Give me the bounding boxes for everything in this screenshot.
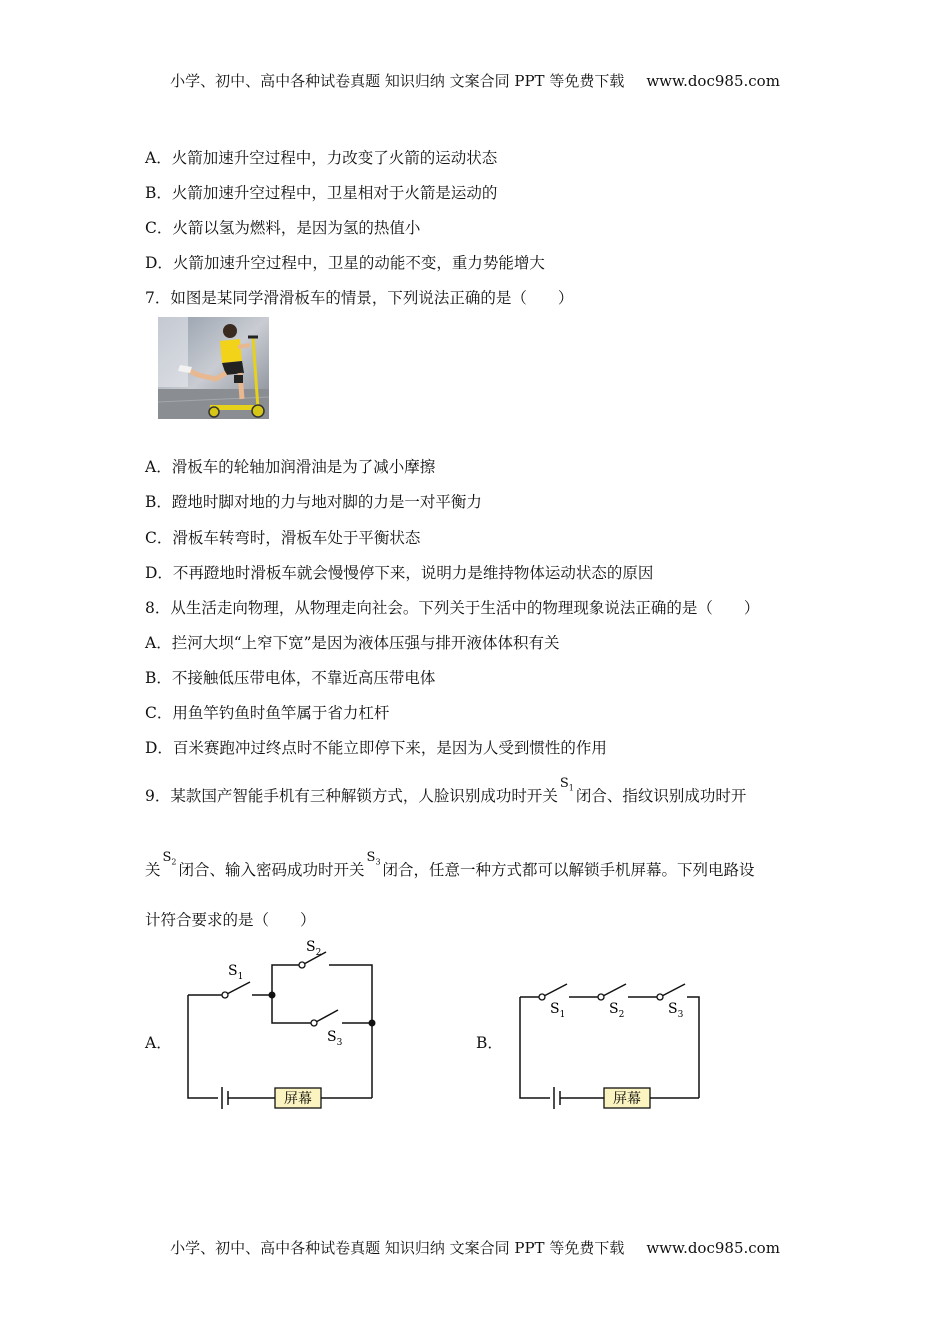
q6-option-d: D．火箭加速升空过程中，卫星的动能不变，重力势能增大 bbox=[145, 254, 545, 272]
circuit-b-s1-label: $S_1$ bbox=[550, 1001, 566, 1020]
q8-option-b: B．不接触低压带电体，不靠近高压带电体 bbox=[145, 669, 436, 687]
switch-s2-symbol: $S_2$ bbox=[162, 850, 177, 867]
q9-text-1a: 9．某款国产智能手机有三种解锁方式，人脸识别成功时开关 bbox=[145, 787, 558, 805]
q8-option-d: D．百米赛跑冲过终点时不能立即停下来，是因为人受到惯性的作用 bbox=[145, 739, 607, 757]
q9-text-2c: 闭合，任意一种方式都可以解锁手机屏幕。下列电路设 bbox=[382, 861, 755, 879]
circuit-b-s3-label: $S_3$ bbox=[668, 1001, 684, 1020]
header-site[interactable]: www.doc985.com bbox=[646, 72, 780, 90]
q9-text-2a: 关 bbox=[145, 861, 161, 879]
q8-option-a: A．拦河大坝“上窄下宽”是因为液体压强与排开液体体积有关 bbox=[145, 634, 560, 652]
footer-text: 小学、初中、高中各种试卷真题 知识归纳 文案合同 PPT 等免费下载 bbox=[170, 1239, 625, 1257]
q9-text-1b: 闭合、指纹识别成功时开 bbox=[575, 787, 747, 805]
q7-option-b: B．蹬地时脚对地的力与地对脚的力是一对平衡力 bbox=[145, 493, 482, 511]
circuit-b-s2-label: $S_2$ bbox=[609, 1001, 625, 1020]
circuit-a-s1-label: $S_1$ bbox=[228, 963, 244, 982]
q9-line-2 bbox=[145, 850, 755, 881]
circuit-b-screen-label: 屏幕 bbox=[613, 1091, 641, 1107]
q7-stem: 7．如图是某同学滑滑板车的情景，下列说法正确的是（ ） bbox=[145, 289, 574, 307]
scooter-photo bbox=[158, 317, 269, 419]
q9-text-2b: 闭合、输入密码成功时开关 bbox=[178, 861, 365, 879]
q9-line-1 bbox=[145, 776, 747, 807]
q7-option-d: D．不再蹬地时滑板车就会慢慢停下来，说明力是维持物体运动状态的原因 bbox=[145, 564, 654, 582]
q8-option-c: C．用鱼竿钓鱼时鱼竿属于省力杠杆 bbox=[145, 704, 390, 722]
page-footer bbox=[0, 1237, 950, 1258]
switch-s1-symbol: $S_1$ bbox=[559, 776, 574, 793]
circuit-a-diagram bbox=[180, 930, 385, 1115]
switch-s3-symbol: $S_3$ bbox=[366, 850, 381, 867]
header-text: 小学、初中、高中各种试卷真题 知识归纳 文案合同 PPT 等免费下载 bbox=[170, 72, 625, 90]
q6-option-c: C．火箭以氢为燃料，是因为氢的热值小 bbox=[145, 219, 421, 237]
circuit-b-diagram bbox=[512, 970, 712, 1115]
circuit-a-s3-label: $S_3$ bbox=[327, 1029, 343, 1048]
footer-site[interactable]: www.doc985.com bbox=[646, 1239, 780, 1257]
q9-line-3: 计符合要求的是（ ） bbox=[145, 911, 316, 929]
q6-option-b: B．火箭加速升空过程中，卫星相对于火箭是运动的 bbox=[145, 184, 498, 202]
q7-option-c: C．滑板车转弯时，滑板车处于平衡状态 bbox=[145, 529, 421, 547]
q7-option-a: A．滑板车的轮轴加润滑油是为了减小摩擦 bbox=[145, 458, 436, 476]
circuit-a-screen-label: 屏幕 bbox=[284, 1091, 312, 1107]
page-header bbox=[0, 70, 950, 91]
circuit-a-label: A． bbox=[145, 1034, 172, 1052]
circuit-a-s2-label: $S_2$ bbox=[306, 939, 322, 958]
circuit-b-label: B． bbox=[476, 1034, 503, 1052]
q8-stem: 8．从生活走向物理，从物理走向社会。下列关于生活中的物理现象说法正确的是（ ） bbox=[145, 599, 760, 617]
q6-option-a: A．火箭加速升空过程中，力改变了火箭的运动状态 bbox=[145, 149, 498, 167]
